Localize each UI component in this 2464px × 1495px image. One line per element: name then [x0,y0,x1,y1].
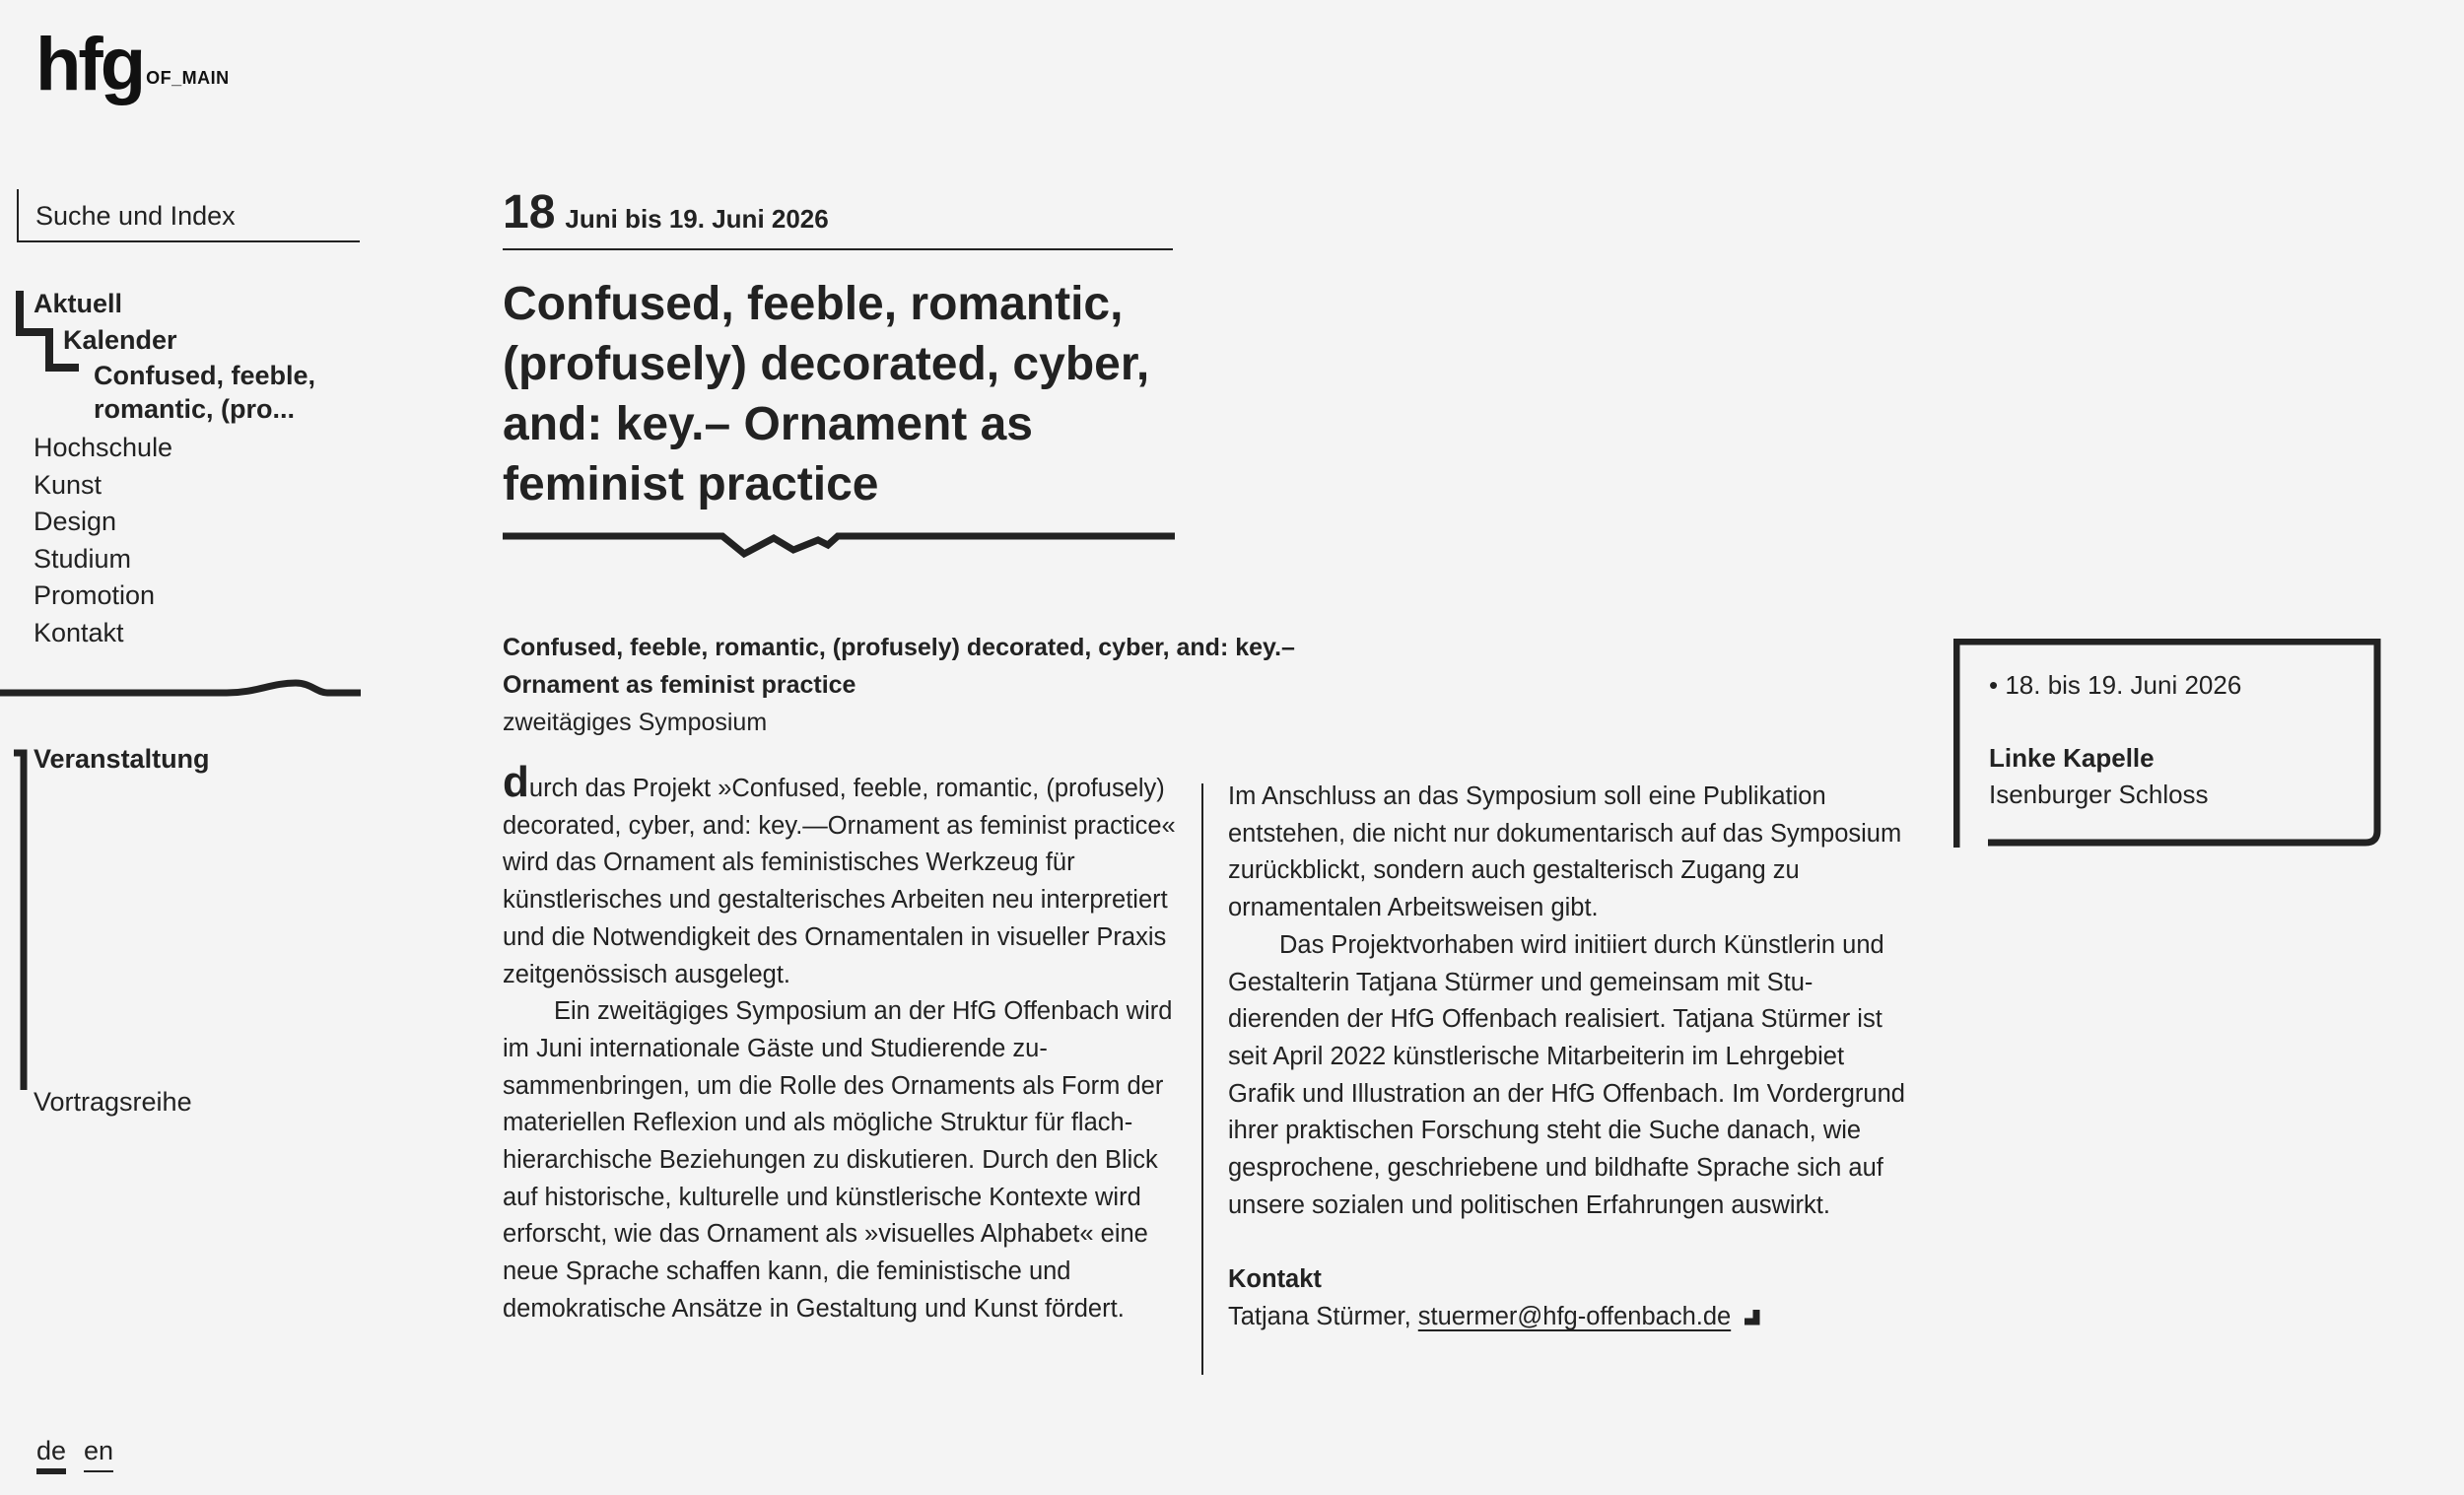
logo-wordmark: hfg [35,23,144,106]
article-paragraph: Das Projektvorhaben wird initiiert durch Künstlerin und Gestalterin Tatjana Stürmer und gemeinsam mit Studierenden der HfG Offenbach realisiert. Tatjana Stürmer ist seit April 2022 künstlerische Mitarbeiterin im Lehrgebiet Grafik und Illustration an der HfG Offenbach. Im Vordergrund ihrer praktischen Forschung steht die Suche danach, wie gesprochene, geschriebene und bildhafte Sprache sich auf unsere sozialen und politischen Erfahrungen auswirkt. [1228,930,1905,1219]
column-divider [1201,783,1203,1375]
nav-item-design[interactable]: Design [34,507,117,536]
article-paragraph: Im Anschluss an das Symposium soll eine Publikation entstehen, die nicht nur dokumentarisch auf das Symposium zurückblickt, sondern auch gestalterisch Zugang zu ornamentalen Arbeitsweisen gibt. [1228,782,1902,922]
subnav-item-veranstaltung[interactable]: Veranstaltung [34,744,210,774]
nav-item-aktuell[interactable]: Aktuell [34,289,123,318]
nav-item-kontakt[interactable]: Kontakt [34,618,124,647]
event-date-range: Juni bis 19. Juni 2026 [565,204,829,234]
event-date-header [503,186,1173,250]
language-en-link[interactable]: en [84,1436,113,1472]
nav-item-current-event[interactable] [94,359,315,426]
contact-name: Tatjana Stürmer, [1228,1302,1418,1330]
info-venue-sub: Isenburger Schloss [1989,780,2209,809]
event-subtitle [503,629,1390,741]
event-date-day: 18 [503,186,556,238]
search-label: Suche und Index [35,201,236,231]
subnav-item-vortragsreihe[interactable]: Vortragsreihe [34,1087,192,1117]
article-column-1 [503,758,1183,1328]
contact-line [1228,1299,1908,1336]
nav-item-kunst[interactable]: Kunst [34,470,103,500]
nav-item-promotion[interactable]: Promotion [34,580,156,610]
event-subtitle-line1: Confused, feeble, romantic, (profusely) decorated, cyber, and: key.– [503,634,1295,661]
paragraph-text: urch das Projekt »Confused, feeble, romantic, (profusely) decorated, cyber, and: key.—Ornament as feminist practice« wird das Ornament als feministisches Werkzeug für künstlerisches und gestalterisches Arbeiten neu interpretiert und die Notwendigkeit des Ornamentalen in visueller Praxis zeitgenössisch ausgelegt. [503,775,1176,988]
contact-email-link[interactable]: stuermer@hfg-offenbach.de [1417,1302,1732,1330]
logo-subtitle: OF_MAIN [146,68,230,88]
contact-heading: Kontakt [1228,1265,1322,1294]
external-link-corner-icon [1743,1308,1762,1327]
page-title: Confused, feeble, romantic, (profusely) decorated, cyber, and: key.– Ornament as feminist practice [503,278,1150,510]
section-bracket-icon [12,749,28,1092]
language-de-link[interactable]: de [36,1436,66,1474]
article-paragraph: Ein zweitägiges Symposium an der HfG Offenbach wird im Juni internationale Gäste und Studierende zusammenbringen, um die Rolle des Ornaments als Form der materiellen Reflexion und als mögliche Struktur für flach-hierarchische Beziehungen zu diskutieren. Durch den Blick auf historische, kulturelle und künstlerische Kontexte wird erforscht, wie das Ornament als »visuelles Alphabet« eine neue Sprache schaffen kann, die feministische und demokratische Ansätze in Gestaltung und Kunst fördert. [503,997,1173,1323]
info-venue: Linke Kapelle [1989,743,2155,773]
nav-current-line1: Confused, feeble, [94,361,316,390]
info-date: • 18. bis 19. Juni 2026 [1989,670,2242,700]
article-column-2 [1228,779,1908,1336]
drop-cap: d [503,758,529,806]
nav-current-line2: romantic, (pro... [94,394,296,424]
nav-item-kalender[interactable]: Kalender [63,325,177,355]
nav-item-studium[interactable]: Studium [34,544,132,574]
event-subtitle-line2: Ornament as feminist practice [503,671,856,699]
event-info-box [1953,639,2381,846]
title-zigzag-rule [503,520,1175,560]
nav-wave-divider [0,674,361,704]
nav-item-hochschule[interactable]: Hochschule [34,433,173,462]
article-paragraph [503,758,1183,993]
event-type: zweitägiges Symposium [503,709,768,736]
